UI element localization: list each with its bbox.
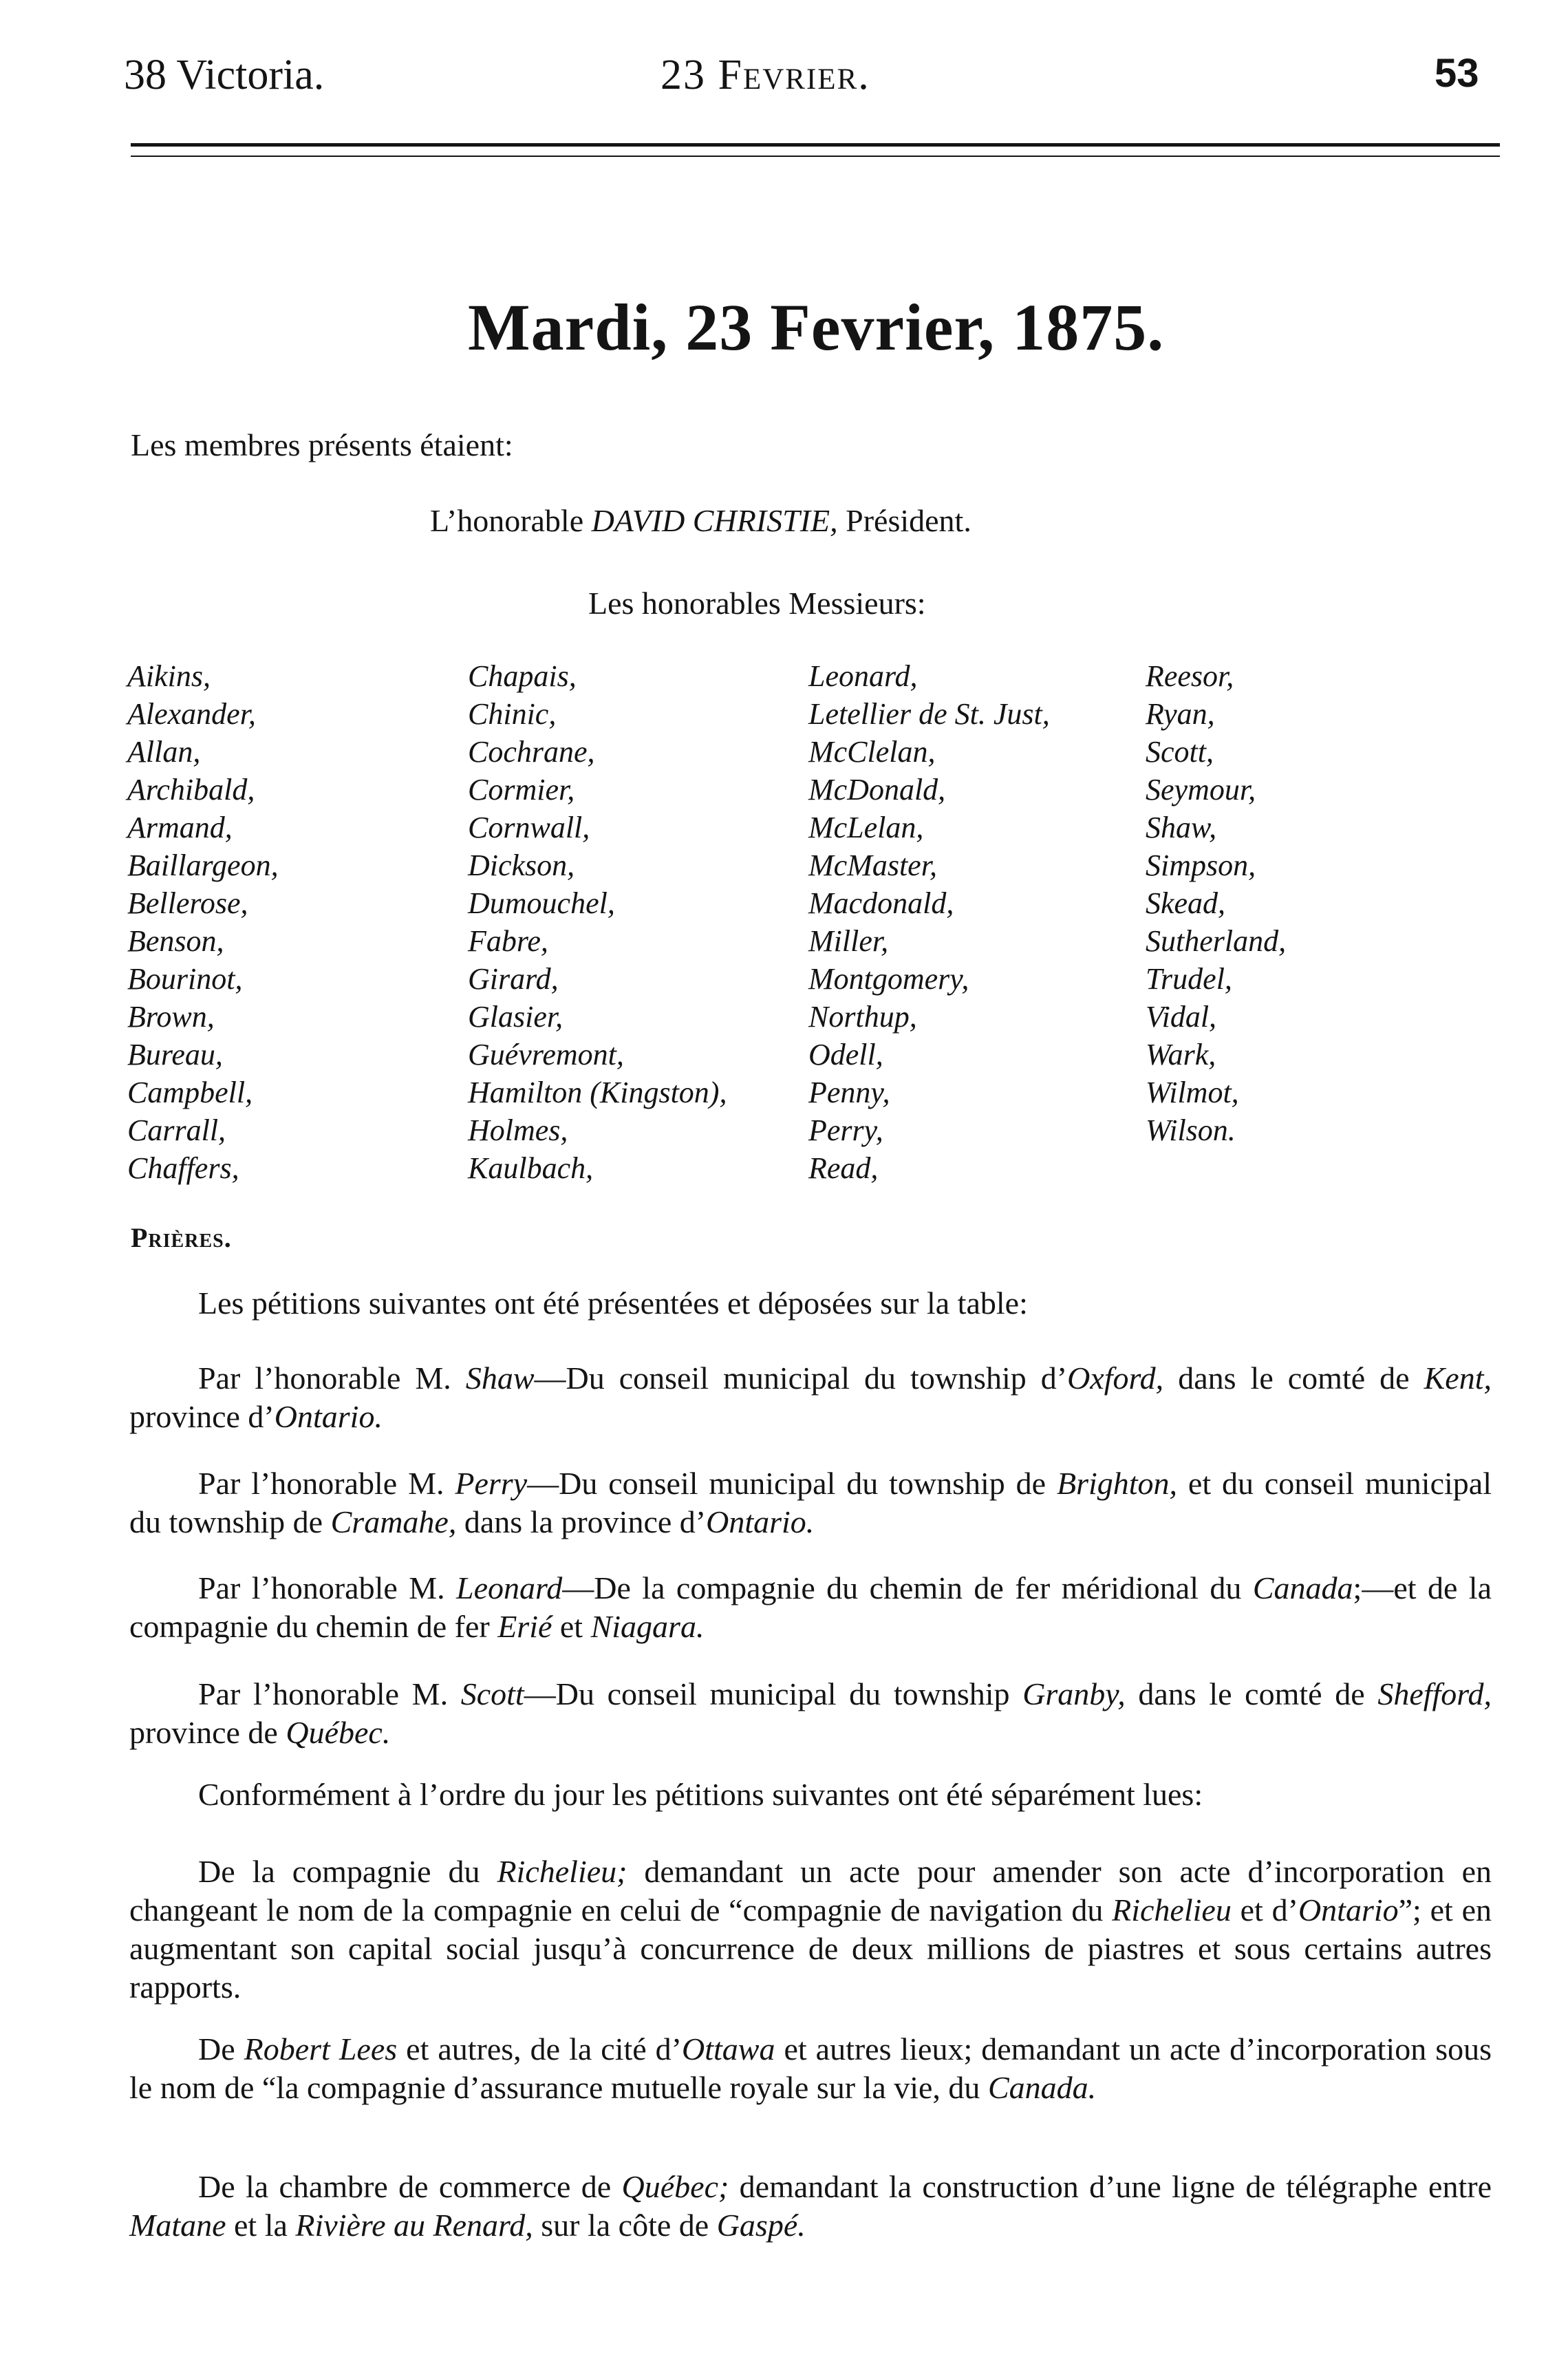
place-name: Niagara. <box>590 1609 705 1644</box>
president-name: DAVID CHRISTIE, <box>591 503 838 538</box>
text: De la chambre de commerce de <box>198 2169 622 2204</box>
text: dans le comté de <box>1163 1360 1424 1396</box>
header-session: 38 Victoria. <box>124 52 325 98</box>
text: et autres, de la cité d’ <box>397 2031 682 2067</box>
place-name: Oxford, <box>1067 1360 1164 1396</box>
text: ”; et en augmentant son capital social jusqu’à concurrence de deux millions de piastres et sous certains autres rapports. <box>129 1892 1492 2005</box>
text: et d’ <box>1231 1892 1298 1928</box>
member-name: Baillargeon, <box>127 848 279 882</box>
member-name: Perry <box>455 1466 528 1501</box>
place-name: Kent, <box>1424 1360 1492 1396</box>
text: province d’ <box>129 1399 275 1434</box>
member-name: McMaster, <box>808 848 937 882</box>
place-name: Matane <box>129 2208 226 2243</box>
petition-perry <box>129 1464 1492 1541</box>
member-name: Sutherland, <box>1146 924 1287 958</box>
member-name: Guévremont, <box>468 1038 624 1071</box>
member-name: Scott, <box>1146 735 1214 769</box>
text: De la compagnie du <box>198 1854 497 1889</box>
petition-shaw <box>129 1359 1492 1436</box>
place-name: Brighton, <box>1056 1466 1178 1501</box>
petition-leonard <box>129 1569 1492 1646</box>
petition-lees <box>129 2030 1492 2107</box>
member-name: Cornwall, <box>468 811 590 844</box>
member-name: Campbell, <box>127 1076 253 1109</box>
place-name: Granby, <box>1022 1676 1126 1711</box>
place-name: Canada <box>1252 1570 1353 1605</box>
member-name: Perry, <box>808 1113 883 1147</box>
member-name: Holmes, <box>468 1113 568 1147</box>
member-name: Alexander, <box>127 697 256 731</box>
text: sur la côte de <box>533 2208 717 2243</box>
member-name: Northup, <box>808 1000 917 1034</box>
page-number: 53 <box>1435 51 1479 96</box>
text: dans le comté de <box>1125 1676 1378 1711</box>
members-present-label: Les membres présents étaient: <box>131 427 513 462</box>
member-name: McDonald, <box>808 773 946 807</box>
text: ;—et de la compagnie du chemin de fer <box>129 1570 1492 1644</box>
place-name: Canada. <box>987 2070 1097 2105</box>
member-name: Bourinot, <box>127 962 243 996</box>
member-name: Letellier de St. Just, <box>808 697 1050 731</box>
text: et autres lieux; demandant un acte d’incorporation sous le nom de “la compagnie d’assurance mutuelle royale sur la vie, du <box>129 2031 1492 2105</box>
text: —Du conseil municipal du township <box>524 1676 1023 1711</box>
petition-quebec <box>129 2168 1492 2245</box>
member-name: Seymour, <box>1146 773 1256 807</box>
members-column-2 <box>468 657 727 1187</box>
member-name: Scott <box>460 1676 524 1711</box>
member-name: Montgomery, <box>808 962 969 996</box>
text: et du conseil municipal du township de <box>129 1466 1492 1539</box>
member-name: Allan, <box>127 735 201 769</box>
place-name: Rivière au Renard, <box>295 2208 533 2243</box>
member-name: Hamilton (Kingston), <box>468 1076 727 1109</box>
text: —Du conseil municipal du township d’ <box>534 1360 1068 1396</box>
member-name: Shaw, <box>1146 811 1217 844</box>
member-name: Aikins, <box>127 659 211 693</box>
place-name: Québec. <box>286 1715 391 1750</box>
header-date: 23 Fevrier. <box>661 52 870 98</box>
member-name: Odell, <box>808 1038 883 1071</box>
petitions-intro <box>129 1284 1492 1323</box>
member-name: Reesor, <box>1146 659 1234 693</box>
member-name: Leonard, <box>808 659 918 693</box>
members-column-3 <box>808 657 1050 1187</box>
member-name: Skead, <box>1146 886 1226 920</box>
member-name: Simpson, <box>1146 848 1256 882</box>
text: De <box>198 2031 244 2067</box>
page-title: Mardi, 23 Fevrier, 1875. <box>468 290 1165 364</box>
member-name: McClelan, <box>808 735 936 769</box>
member-name: Armand, <box>127 811 233 844</box>
member-name: Read, <box>808 1151 879 1185</box>
person-name: Robert Lees <box>244 2031 398 2067</box>
member-name: Girard, <box>468 962 559 996</box>
place-name: Cramahe, <box>330 1504 457 1539</box>
text: et la <box>226 2208 296 2243</box>
text: demandant la construction d’une ligne de télégraphe entre <box>729 2169 1492 2204</box>
member-name: Carrall, <box>127 1113 226 1147</box>
text: province de <box>129 1715 286 1750</box>
president-title: Président. <box>846 503 971 538</box>
read-petitions-intro <box>129 1775 1492 1814</box>
member-name: Leonard <box>456 1570 563 1605</box>
member-name: Glasier, <box>468 1000 563 1034</box>
member-name: Miller, <box>808 924 889 958</box>
member-name: Kaulbach, <box>468 1151 594 1185</box>
header-rule-thin <box>131 156 1500 157</box>
member-name: Archibald, <box>127 773 255 807</box>
member-name: Chapais, <box>468 659 577 693</box>
member-name: Trudel, <box>1146 962 1232 996</box>
member-name: Dickson, <box>468 848 575 882</box>
company-name: Richelieu; <box>497 1854 627 1889</box>
members-column-1 <box>127 657 279 1187</box>
member-name: Macdonald, <box>808 886 954 920</box>
member-name: Wark, <box>1146 1038 1216 1071</box>
header-rule-thick <box>131 143 1500 147</box>
member-name: Vidal, <box>1146 1000 1217 1034</box>
member-name: Fabre, <box>468 924 548 958</box>
member-name: Cormier, <box>468 773 575 807</box>
member-name: McLelan, <box>808 811 924 844</box>
prayers-heading: Prières. <box>131 1222 232 1253</box>
place-name: Québec; <box>621 2169 729 2204</box>
text: Par l’honorable M. <box>198 1360 466 1396</box>
text: —Du conseil municipal du township de <box>527 1466 1057 1501</box>
petitions-intro-text: Les pétitions suivantes ont été présentées et déposées sur la table: <box>198 1285 1028 1321</box>
member-name: Wilmot, <box>1146 1076 1239 1109</box>
member-name: Benson, <box>127 924 224 958</box>
petition-richelieu <box>129 1853 1492 2007</box>
place-name: Ontario. <box>274 1399 383 1434</box>
member-name: Bureau, <box>127 1038 223 1071</box>
company-name: Richelieu <box>1112 1892 1232 1928</box>
member-name: Bellerose, <box>127 886 248 920</box>
place-name: Gaspé. <box>716 2208 806 2243</box>
member-name: Brown, <box>127 1000 215 1034</box>
place-name: Ontario. <box>706 1504 815 1539</box>
member-name: Chinic, <box>468 697 557 731</box>
members-column-4 <box>1146 657 1286 1149</box>
member-name: Penny, <box>808 1076 890 1109</box>
text: —De la compagnie du chemin de fer méridional du <box>562 1570 1253 1605</box>
text: et <box>552 1609 591 1644</box>
place-name: Erié <box>497 1609 552 1644</box>
member-name: Shaw <box>465 1360 535 1396</box>
member-name: Ryan, <box>1146 697 1215 731</box>
petition-scott <box>129 1675 1492 1752</box>
text: Par l’honorable M. <box>198 1466 455 1501</box>
read-intro-text: Conformément à l’ordre du jour les pétitions suivantes ont été séparément lues: <box>198 1777 1203 1812</box>
member-name: Dumouchel, <box>468 886 615 920</box>
text: Par l’honorable M. <box>198 1570 457 1605</box>
member-name: Wilson. <box>1146 1113 1236 1147</box>
member-name: Cochrane, <box>468 735 595 769</box>
place-name: Ontario <box>1298 1892 1399 1928</box>
text: Par l’honorable M. <box>198 1676 461 1711</box>
president-line <box>430 502 971 539</box>
text: demandant un acte pour amender son acte d’incorporation en changeant le nom de la compagnie en celui de “compagnie de navigation du <box>129 1854 1492 1928</box>
president-prefix: L’honorable <box>430 503 584 538</box>
text: dans la province d’ <box>456 1504 707 1539</box>
place-name: Ottawa <box>682 2031 775 2067</box>
place-name: Shefford, <box>1377 1676 1492 1711</box>
member-name: Chaffers, <box>127 1151 239 1185</box>
messieurs-label: Les honorables Messieurs: <box>588 586 926 621</box>
